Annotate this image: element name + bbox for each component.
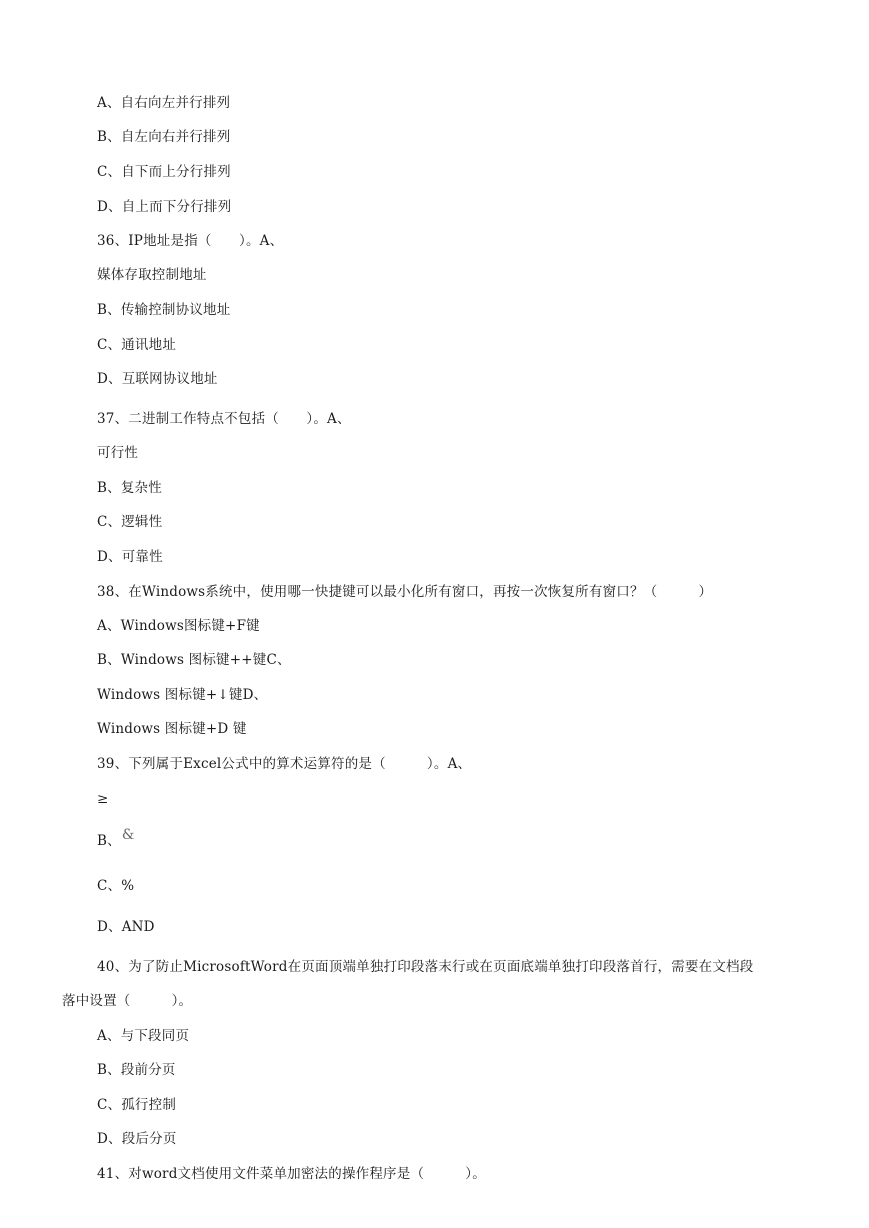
- q37-option-a-text: 可行性: [97, 445, 139, 461]
- q39-option-b-prefix: B、: [97, 833, 121, 849]
- q39-option-c: C、%: [97, 878, 135, 894]
- q35-option-d: D、自上而下分行排列: [97, 199, 232, 215]
- q36-option-d: D、互联网协议地址: [97, 371, 218, 387]
- q35-option-c: C、自下而上分行排列: [97, 164, 231, 180]
- q40-option-a: A、与下段同页: [97, 1028, 190, 1044]
- q36-option-b: B、传输控制协议地址: [97, 302, 231, 318]
- q38-option-d-text: Windows 图标键+D 键: [97, 721, 247, 737]
- q39-stem: 39、下列属于Excel公式中的算术运算符的是（ ）。A、: [97, 756, 472, 772]
- q38-option-b: B、Windows 图标键++键C、: [97, 652, 291, 668]
- q37-option-d: D、可靠性: [97, 549, 163, 565]
- q38-stem: 38、在Windows系统中，使用哪一快捷键可以最小化所有窗口，再按一次恢复所有窗口？（ ）: [97, 584, 713, 600]
- q39-option-b-symbol: &: [121, 827, 135, 843]
- q40-option-c: C、孤行控制: [97, 1097, 177, 1113]
- q35-option-a: A、自右向左并行排列: [97, 95, 231, 111]
- q39-option-d: D、AND: [97, 919, 155, 935]
- q36-option-a-text: 媒体存取控制地址: [97, 267, 207, 283]
- q39-option-a-text: ≥: [97, 791, 109, 807]
- q40-stem-line1: 40、为了防止MicrosoftWord在页面顶端单独打印段落末行或在页面底端单独打印段落首行，需要在文档段: [97, 959, 754, 975]
- q40-option-d: D、段后分页: [97, 1131, 177, 1147]
- q36-stem: 36、IP地址是指（ ）。A、: [97, 233, 284, 249]
- q36-option-c: C、通讯地址: [97, 337, 177, 353]
- q37-option-c: C、逻辑性: [97, 514, 163, 530]
- q35-option-b: B、自左向右并行排列: [97, 129, 231, 145]
- q38-option-c-text: Windows 图标键+↓键D、: [97, 687, 268, 703]
- q39-option-b: [97, 827, 135, 850]
- q38-option-a: A、Windows图标键+F键: [97, 618, 260, 634]
- q37-option-b: B、复杂性: [97, 480, 162, 496]
- q41-stem: 41、对word文档使用文件菜单加密法的操作程序是（ ）。: [97, 1166, 486, 1182]
- q40-option-b: B、段前分页: [97, 1062, 176, 1078]
- q37-stem: 37、二进制工作特点不包括（ ）。A、: [97, 411, 351, 427]
- q40-stem-line2: 落中设置（ ）。: [62, 993, 193, 1009]
